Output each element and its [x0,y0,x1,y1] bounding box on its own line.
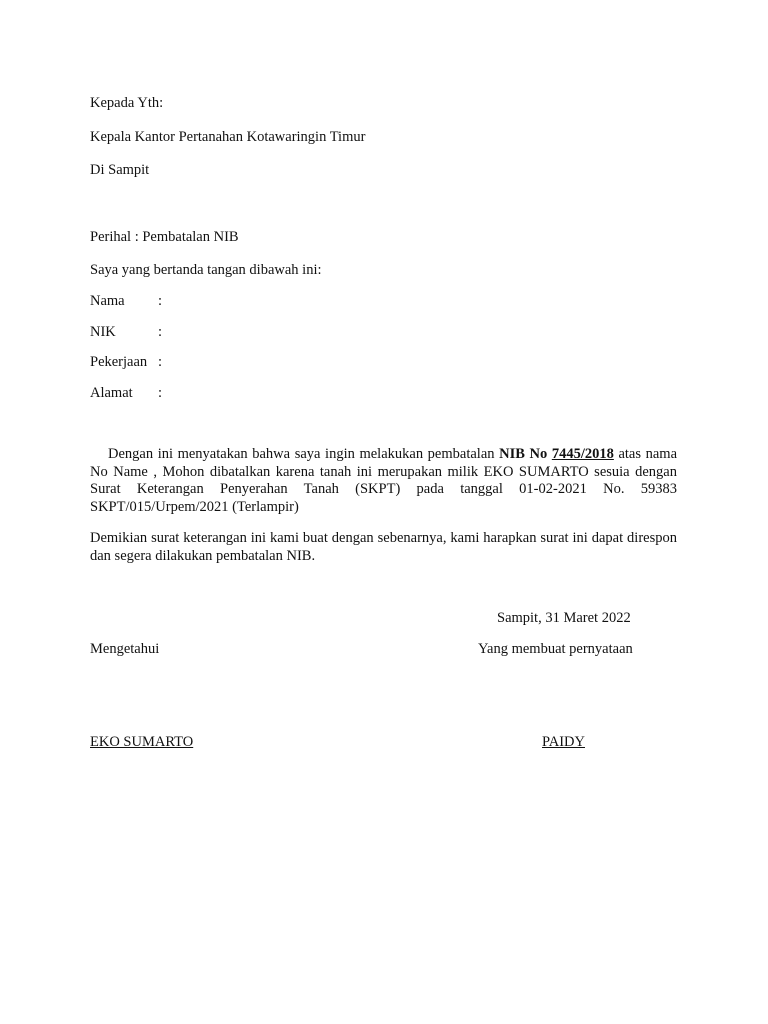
left-signature-label: Mengetahui [90,641,160,657]
salutation: Kepada Yth: [90,95,164,111]
intro-line: Saya yang bertanda tangan dibawah ini: [90,262,322,278]
field-separator: : [158,354,163,370]
field-row-pekerjaan [90,353,162,371]
field-label: Nama [90,293,125,309]
field-row-nik [90,323,162,341]
nib-number: 7445/2018 [551,446,614,462]
recipient-office: Kepala Kantor Pertanahan Kotawaringin Timur [90,129,366,145]
right-signature-label: Yang membuat pernyataan [478,641,633,657]
field-row-alamat [90,384,162,402]
recipient-location: Di Sampit [90,162,150,178]
left-signatory-name: EKO SUMARTO [90,734,194,750]
field-separator: : [158,293,163,309]
field-separator: : [158,385,163,401]
field-label: Pekerjaan [90,354,148,370]
body-text-before: Dengan ini menyatakan bahwa saya ingin melakukan pembatalan [108,446,500,462]
body-text-after: atas nama No Name , Mohon dibatalkan karena tanah ini merupakan milik EKO SUMARTO sesuia dengan Surat Keterangan Penyerahan Tanah (SKPT) pada tanggal 01-02-2021 No. 59383 SKPT/015/Urpem/2021 (Terlampir) [90,446,678,515]
place-date: Sampit, 31 Maret 2022 [497,610,631,626]
subject-line: Perihal : Pembatalan NIB [90,229,239,245]
field-label: Alamat [90,385,133,401]
field-separator: : [158,324,163,340]
nib-prefix: NIB No [499,446,552,462]
right-signatory-name: PAIDY [542,734,585,750]
field-label: NIK [90,324,116,340]
field-row-nama [90,292,162,310]
body-paragraph-1 [90,446,677,516]
body-paragraph-2: Demikian surat keterangan ini kami buat dengan sebenarnya, kami harapkan surat ini dapat direspon dan segera dilakukan pembatalan NIB. [90,530,677,564]
